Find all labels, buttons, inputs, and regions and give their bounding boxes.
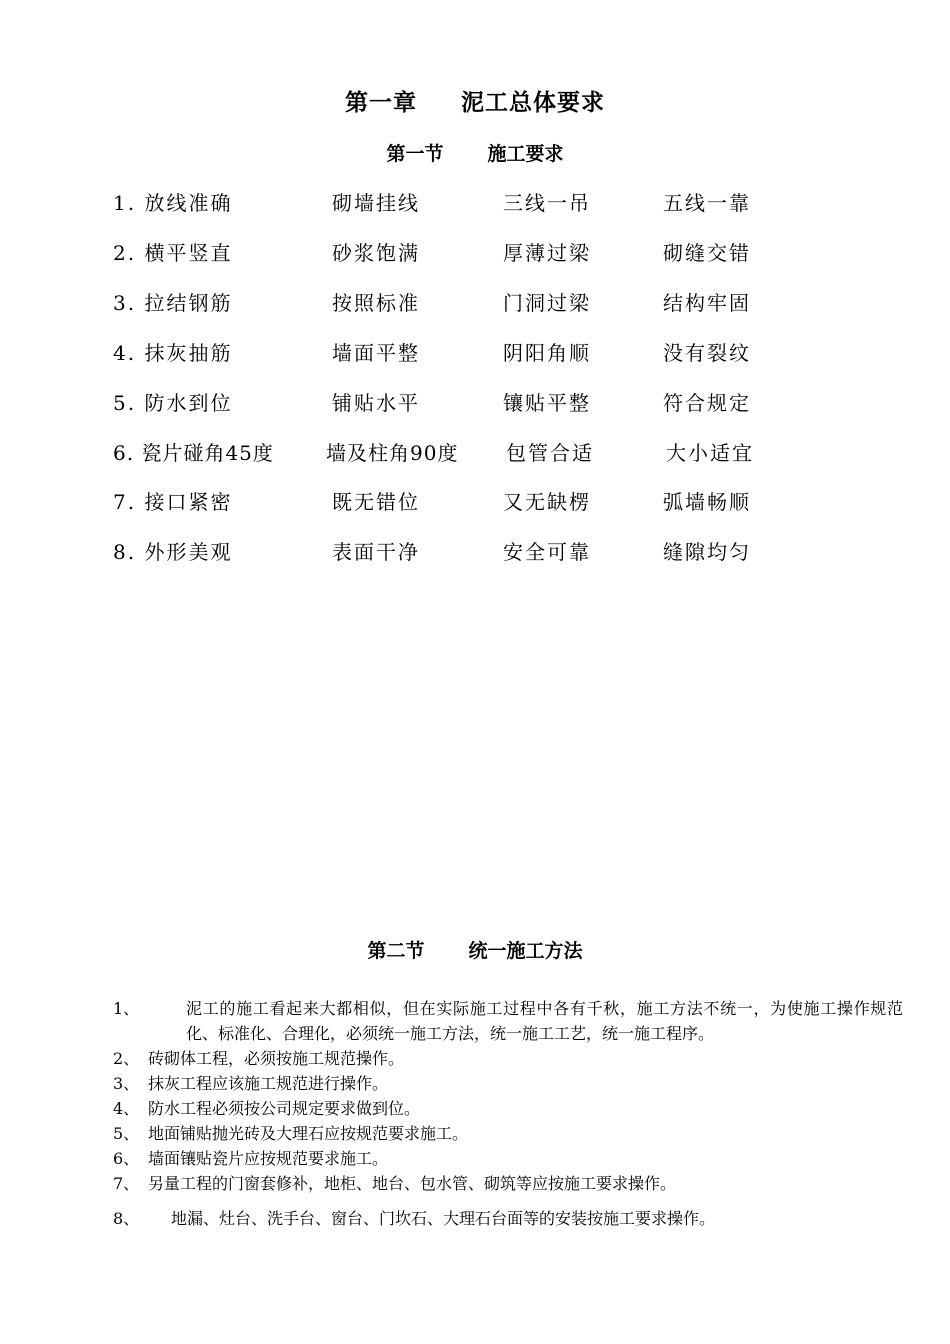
requirement-item: 镶贴平整 [503, 391, 591, 415]
method-item [113, 1071, 903, 1096]
method-number: 8、 [113, 1209, 140, 1228]
method-text: 地面铺贴抛光砖及大理石应按规范要求施工。 [148, 1124, 469, 1143]
requirement-item: 厚薄过梁 [503, 241, 591, 265]
chapter-label: 第一章 [345, 90, 417, 116]
requirement-item: 砌墙挂线 [332, 191, 420, 215]
method-text: 墙面镶贴瓷片应按规范要求施工。 [148, 1149, 389, 1168]
requirement-item: 包管合适 [506, 441, 594, 465]
requirement-row [0, 437, 950, 467]
requirement-item: 墙面平整 [332, 341, 420, 365]
section-2-label: 第二节 [367, 940, 425, 962]
section-1-title [0, 139, 950, 166]
requirement-item: 安全可靠 [503, 540, 591, 564]
method-item [113, 1146, 903, 1171]
requirement-item: 大小适宜 [666, 441, 754, 465]
requirement-item: 没有裂纹 [663, 341, 751, 365]
requirement-row [0, 486, 950, 516]
requirement-item: 4. 抹灰抽筋 [113, 341, 233, 365]
requirement-item: 又无缺楞 [503, 490, 591, 514]
requirement-item: 符合规定 [663, 391, 751, 415]
requirement-row [0, 337, 950, 367]
method-number: 1、 [113, 999, 140, 1018]
requirement-item: 2. 横平竖直 [113, 241, 233, 265]
requirement-item: 三线一吊 [503, 191, 591, 215]
section-2-title [0, 936, 950, 963]
requirement-item: 按照标准 [332, 291, 420, 315]
method-text: 泥工的施工看起来大都相似，但在实际施工过程中各有千秋，施工方法不统一，为使施工操作规范化、标准化、合理化，必须统一施工方法，统一施工工艺，统一施工程序。 [186, 999, 903, 1043]
requirement-item: 砌缝交错 [663, 241, 751, 265]
requirement-item: 既无错位 [332, 490, 420, 514]
requirement-item: 弧墙畅顺 [663, 490, 751, 514]
method-number: 3、 [113, 1074, 140, 1093]
requirement-item: 缝隙均匀 [663, 540, 751, 564]
section-2-name: 统一施工方法 [468, 940, 583, 962]
method-number: 7、 [113, 1174, 140, 1193]
requirement-item: 5. 防水到位 [113, 391, 233, 415]
requirement-item: 墙及柱角90度 [326, 441, 459, 465]
requirement-item: 阴阳角顺 [503, 341, 591, 365]
method-item [113, 1121, 903, 1146]
section-1-label: 第一节 [386, 143, 444, 165]
requirement-item: 表面干净 [332, 540, 420, 564]
requirement-row [0, 287, 950, 317]
requirement-item: 门洞过梁 [503, 291, 591, 315]
method-text: 抹灰工程应该施工规范进行操作。 [148, 1074, 389, 1093]
requirement-item: 8. 外形美观 [113, 540, 233, 564]
methods-list [113, 996, 903, 1231]
section-1-name: 施工要求 [487, 143, 564, 165]
method-item [113, 1171, 903, 1196]
requirement-row [0, 387, 950, 417]
requirement-item: 结构牢固 [663, 291, 751, 315]
method-text: 砖砌体工程，必须按施工规范操作。 [148, 1049, 405, 1068]
requirement-item: 7. 接口紧密 [113, 490, 233, 514]
method-number: 6、 [113, 1149, 140, 1168]
method-item [113, 996, 903, 1046]
chapter-title [0, 84, 950, 117]
method-text: 另量工程的门窗套修补，地柜、地台、包水管、砌筑等应按施工要求操作。 [148, 1174, 677, 1193]
requirement-row [0, 187, 950, 217]
requirement-item: 1. 放线准确 [113, 191, 233, 215]
requirement-item: 3. 拉结钢筋 [113, 291, 233, 315]
requirement-row [0, 237, 950, 267]
method-item [113, 1046, 903, 1071]
requirement-item: 砂浆饱满 [332, 241, 420, 265]
method-item [113, 1096, 903, 1121]
method-number: 2、 [113, 1049, 140, 1068]
method-text: 防水工程必须按公司规定要求做到位。 [148, 1099, 421, 1118]
method-text: 地漏、灶台、洗手台、窗台、门坎石、大理石台面等的安装按施工要求操作。 [171, 1209, 716, 1228]
requirement-item: 五线一靠 [663, 191, 751, 215]
requirement-item: 6. 瓷片碰角45度 [113, 441, 274, 465]
method-item [113, 1206, 903, 1231]
chapter-name: 泥工总体要求 [461, 90, 605, 116]
requirement-item: 铺贴水平 [332, 391, 420, 415]
method-number: 4、 [113, 1099, 140, 1118]
requirement-row [0, 536, 950, 566]
method-number: 5、 [113, 1124, 140, 1143]
